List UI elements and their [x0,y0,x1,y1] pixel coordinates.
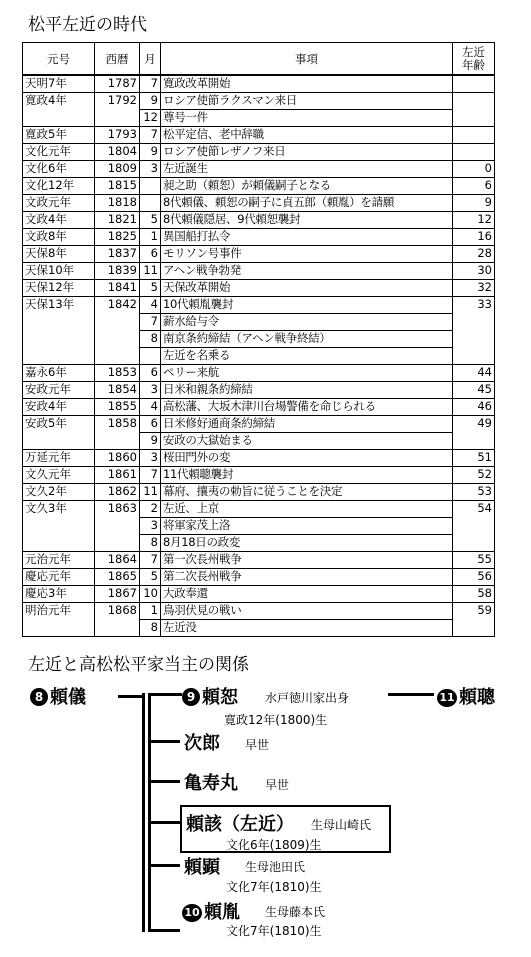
cell-era [23,535,95,552]
cell-month: 7 [140,314,161,331]
connector-line [148,821,180,824]
cell-age: 49 [453,416,495,433]
cell-month: 3 [140,450,161,467]
cell-event: 昶之助（頼恕）が頼儀嗣子となる [161,178,453,195]
cell-age: 58 [453,586,495,603]
cell-month [140,195,161,212]
table-row [23,603,495,620]
cell-event: アヘン戦争勃発 [161,263,453,280]
cell-age: 9 [453,195,495,212]
cell-year: 1841 [95,280,140,297]
cell-age: 33 [453,297,495,314]
cell-event: モリソン号事件 [161,246,453,263]
yoritane-birth: 文化7年(1810)生 [226,924,322,938]
table-row [23,484,495,501]
cell-year [95,110,140,127]
yorinori-label [30,683,86,709]
cell-year: 1842 [95,297,140,314]
table-row [23,93,495,110]
cell-age: 28 [453,246,495,263]
cell-year: 1863 [95,501,140,518]
cell-age: 32 [453,280,495,297]
cell-era: 天明7年 [23,75,95,93]
connector-line [148,780,180,783]
cell-event: 日米修好通商条約締結 [161,416,453,433]
cell-event: 安政の大獄始まる [161,433,453,450]
cell-event: 第一次長州戦争 [161,552,453,569]
family-title: 左近と高松松平家当主の関係 [28,655,249,675]
yorinori-name: 頼儀 [50,687,86,708]
cell-age [453,620,495,637]
cell-era: 文化12年 [23,178,95,195]
jiro-note: 早世 [245,738,270,752]
cell-age [453,518,495,535]
cell-event: 高松藩、大坂木津川台場警備を命じられる [161,399,453,416]
header-age: 左近年齢 [462,44,485,72]
yorihiro-note: 水戸徳川家出身 [265,691,350,705]
yoriaki-birth: 文化7年(1810)生 [226,880,322,894]
cell-year: 1818 [95,195,140,212]
cell-month: 1 [140,603,161,620]
cell-era: 慶応3年 [23,586,95,603]
cell-year [95,518,140,535]
cell-month: 6 [140,416,161,433]
cell-year: 1860 [95,450,140,467]
cell-event: 10代頼胤襲封 [161,297,453,314]
cell-era: 慶応元年 [23,569,95,586]
connector-line [118,695,142,698]
number-11-badge: 11 [437,689,457,707]
table-row [23,535,495,552]
cell-month: 12 [140,110,161,127]
yorihiro-name: 頼恕 [202,687,238,708]
cell-age: 0 [453,161,495,178]
cell-month: 7 [140,127,161,144]
cell-age: 54 [453,501,495,518]
table-row [23,382,495,399]
connector-line [148,740,180,743]
cell-era [23,433,95,450]
table-row [23,229,495,246]
cell-age: 45 [453,382,495,399]
connector-line [148,693,182,696]
number-8-badge: 8 [30,688,48,706]
kamejumaru-note: 早世 [265,778,290,792]
cell-event: 松平定信、老中辞職 [161,127,453,144]
cell-age [453,433,495,450]
cell-month [140,178,161,195]
timeline-title: 松平左近の時代 [28,15,147,35]
yorihiro-label [182,683,238,709]
table-row [23,110,495,127]
cell-month: 7 [140,75,161,93]
cell-event: 南京条約締結（アヘン戦争終結） [161,331,453,348]
cell-age: 44 [453,365,495,382]
table-row [23,246,495,263]
cell-event: 鳥羽伏見の戦い [161,603,453,620]
cell-era: 天保10年 [23,263,95,280]
cell-year [95,331,140,348]
cell-event: 第二次長州戦争 [161,569,453,586]
cell-month: 5 [140,212,161,229]
cell-age: 6 [453,178,495,195]
cell-month: 7 [140,552,161,569]
table-row [23,552,495,569]
cell-event: ペリー来航 [161,365,453,382]
table-row [23,586,495,603]
table-row [23,365,495,382]
cell-era: 安政4年 [23,399,95,416]
cell-age [453,93,495,110]
cell-year [95,433,140,450]
table-row [23,195,495,212]
yorikane-name: 頼該（左近） [186,814,294,835]
cell-month: 8 [140,620,161,637]
table-row [23,280,495,297]
cell-event: 11代頼聰襲封 [161,467,453,484]
header-event: 事項 [161,43,453,76]
table-row [23,467,495,484]
cell-year: 1792 [95,93,140,110]
cell-month: 6 [140,246,161,263]
connector-line [142,693,145,932]
cell-age: 56 [453,569,495,586]
cell-era: 文化元年 [23,144,95,161]
cell-age: 12 [453,212,495,229]
cell-year: 1868 [95,603,140,620]
cell-month: 7 [140,467,161,484]
connector-line [388,693,434,696]
number-10-badge: 10 [182,904,202,922]
cell-era: 安政5年 [23,416,95,433]
cell-age [453,75,495,93]
cell-era: 文久元年 [23,467,95,484]
cell-event: 日米和親条約締結 [161,382,453,399]
cell-year: 1787 [95,75,140,93]
cell-month [140,348,161,365]
cell-event: 左近を名乗る [161,348,453,365]
cell-age [453,314,495,331]
cell-era [23,620,95,637]
cell-month: 6 [140,365,161,382]
cell-year: 1862 [95,484,140,501]
table-row [23,620,495,637]
cell-event: 左近、上京 [161,501,453,518]
header-era: 元号 [23,43,95,76]
yoritane-mother: 生母藤本氏 [265,905,326,919]
cell-month: 2 [140,501,161,518]
yorikane-birth: 文化6年(1809)生 [226,838,322,852]
cell-age [453,110,495,127]
cell-age [453,535,495,552]
cell-year: 1837 [95,246,140,263]
cell-event: 桜田門外の変 [161,450,453,467]
table-row [23,331,495,348]
cell-month: 5 [140,569,161,586]
cell-year: 1864 [95,552,140,569]
cell-year: 1865 [95,569,140,586]
cell-age: 52 [453,467,495,484]
cell-age: 53 [453,484,495,501]
cell-year: 1861 [95,467,140,484]
cell-era: 文政4年 [23,212,95,229]
cell-era: 文政元年 [23,195,95,212]
table-row [23,178,495,195]
cell-month: 8 [140,331,161,348]
cell-year: 1853 [95,365,140,382]
cell-year: 1858 [95,416,140,433]
table-row [23,416,495,433]
cell-year: 1815 [95,178,140,195]
cell-era: 文久3年 [23,501,95,518]
cell-age [453,127,495,144]
cell-era: 天保13年 [23,297,95,314]
yorihiro-birth: 寛政12年(1800)生 [224,713,328,727]
yoriaki-name: 頼顕 [184,857,220,878]
cell-era: 安政元年 [23,382,95,399]
connector-line [148,864,180,867]
table-row [23,263,495,280]
cell-event: 薪水給与令 [161,314,453,331]
table-row [23,297,495,314]
table-row [23,75,495,93]
cell-event: 尊号一件 [161,110,453,127]
cell-era: 寛政5年 [23,127,95,144]
cell-month: 4 [140,297,161,314]
table-header-row [23,43,495,76]
cell-year: 1855 [95,399,140,416]
cell-year: 1854 [95,382,140,399]
cell-month: 10 [140,586,161,603]
cell-year [95,535,140,552]
connector-line [148,929,180,932]
cell-era: 明治元年 [23,603,95,620]
cell-age: 46 [453,399,495,416]
cell-month: 11 [140,263,161,280]
cell-era: 天保8年 [23,246,95,263]
cell-year: 1867 [95,586,140,603]
cell-event: 8月18日の政変 [161,535,453,552]
cell-age: 16 [453,229,495,246]
cell-era: 寛政4年 [23,93,95,110]
header-seireki: 西暦 [95,43,140,76]
cell-year [95,348,140,365]
cell-event: 異国船打払令 [161,229,453,246]
cell-era: 万延元年 [23,450,95,467]
cell-event: 8代頼儀隠居、9代頼恕襲封 [161,212,453,229]
cell-event: 将軍家茂上洛 [161,518,453,535]
cell-month: 9 [140,433,161,450]
cell-era [23,331,95,348]
table-row [23,161,495,178]
cell-era [23,110,95,127]
timeline-table [22,42,495,637]
table-row [23,348,495,365]
connector-line [148,693,151,932]
cell-event: ロシア使節ラクスマン来日 [161,93,453,110]
yoritane-label [182,898,240,924]
table-row [23,399,495,416]
cell-year: 1809 [95,161,140,178]
cell-age [453,331,495,348]
cell-year: 1804 [95,144,140,161]
cell-month: 3 [140,518,161,535]
table-row [23,212,495,229]
cell-year: 1793 [95,127,140,144]
cell-event: ロシア使節レザノフ来日 [161,144,453,161]
cell-month: 5 [140,280,161,297]
cell-age: 51 [453,450,495,467]
cell-year: 1825 [95,229,140,246]
cell-era: 文化6年 [23,161,95,178]
cell-month: 4 [140,399,161,416]
cell-event: 寛政改革開始 [161,75,453,93]
cell-event: 大政奉還 [161,586,453,603]
yoriaki-mother: 生母池田氏 [245,860,306,874]
cell-era: 元治元年 [23,552,95,569]
cell-era: 嘉永6年 [23,365,95,382]
cell-era [23,518,95,535]
table-row [23,518,495,535]
cell-age: 55 [453,552,495,569]
cell-month: 8 [140,535,161,552]
cell-event: 天保改革開始 [161,280,453,297]
cell-era: 天保12年 [23,280,95,297]
cell-era [23,348,95,365]
table-row [23,144,495,161]
cell-event: 左近誕生 [161,161,453,178]
table-row [23,501,495,518]
cell-era [23,314,95,331]
table-row [23,127,495,144]
cell-age [453,348,495,365]
cell-month: 1 [140,229,161,246]
cell-event: 8代頼儀、頼恕の嗣子に貞五郎（頼胤）を請願 [161,195,453,212]
cell-event: 左近没 [161,620,453,637]
cell-era: 文政8年 [23,229,95,246]
cell-age: 59 [453,603,495,620]
cell-age: 30 [453,263,495,280]
yorikane-mother: 生母山崎氏 [311,818,372,832]
cell-age [453,144,495,161]
table-row [23,433,495,450]
jiro-name: 次郎 [184,733,220,754]
cell-year: 1839 [95,263,140,280]
yoritoshi-name: 頼聰 [459,687,495,708]
table-row [23,569,495,586]
cell-month: 11 [140,484,161,501]
cell-year: 1821 [95,212,140,229]
cell-month: 9 [140,144,161,161]
yoritane-name: 頼胤 [204,902,240,923]
table-row [23,314,495,331]
yoritoshi-label [437,683,495,709]
cell-month: 3 [140,382,161,399]
cell-era: 文久2年 [23,484,95,501]
table-row [23,450,495,467]
number-9-badge: 9 [182,688,200,706]
cell-event: 幕府、攘夷の勅旨に従うことを決定 [161,484,453,501]
header-month: 月 [140,43,161,76]
cell-year [95,314,140,331]
cell-month: 9 [140,93,161,110]
kamejumaru-name: 亀寿丸 [184,773,238,794]
cell-month: 3 [140,161,161,178]
cell-year [95,620,140,637]
